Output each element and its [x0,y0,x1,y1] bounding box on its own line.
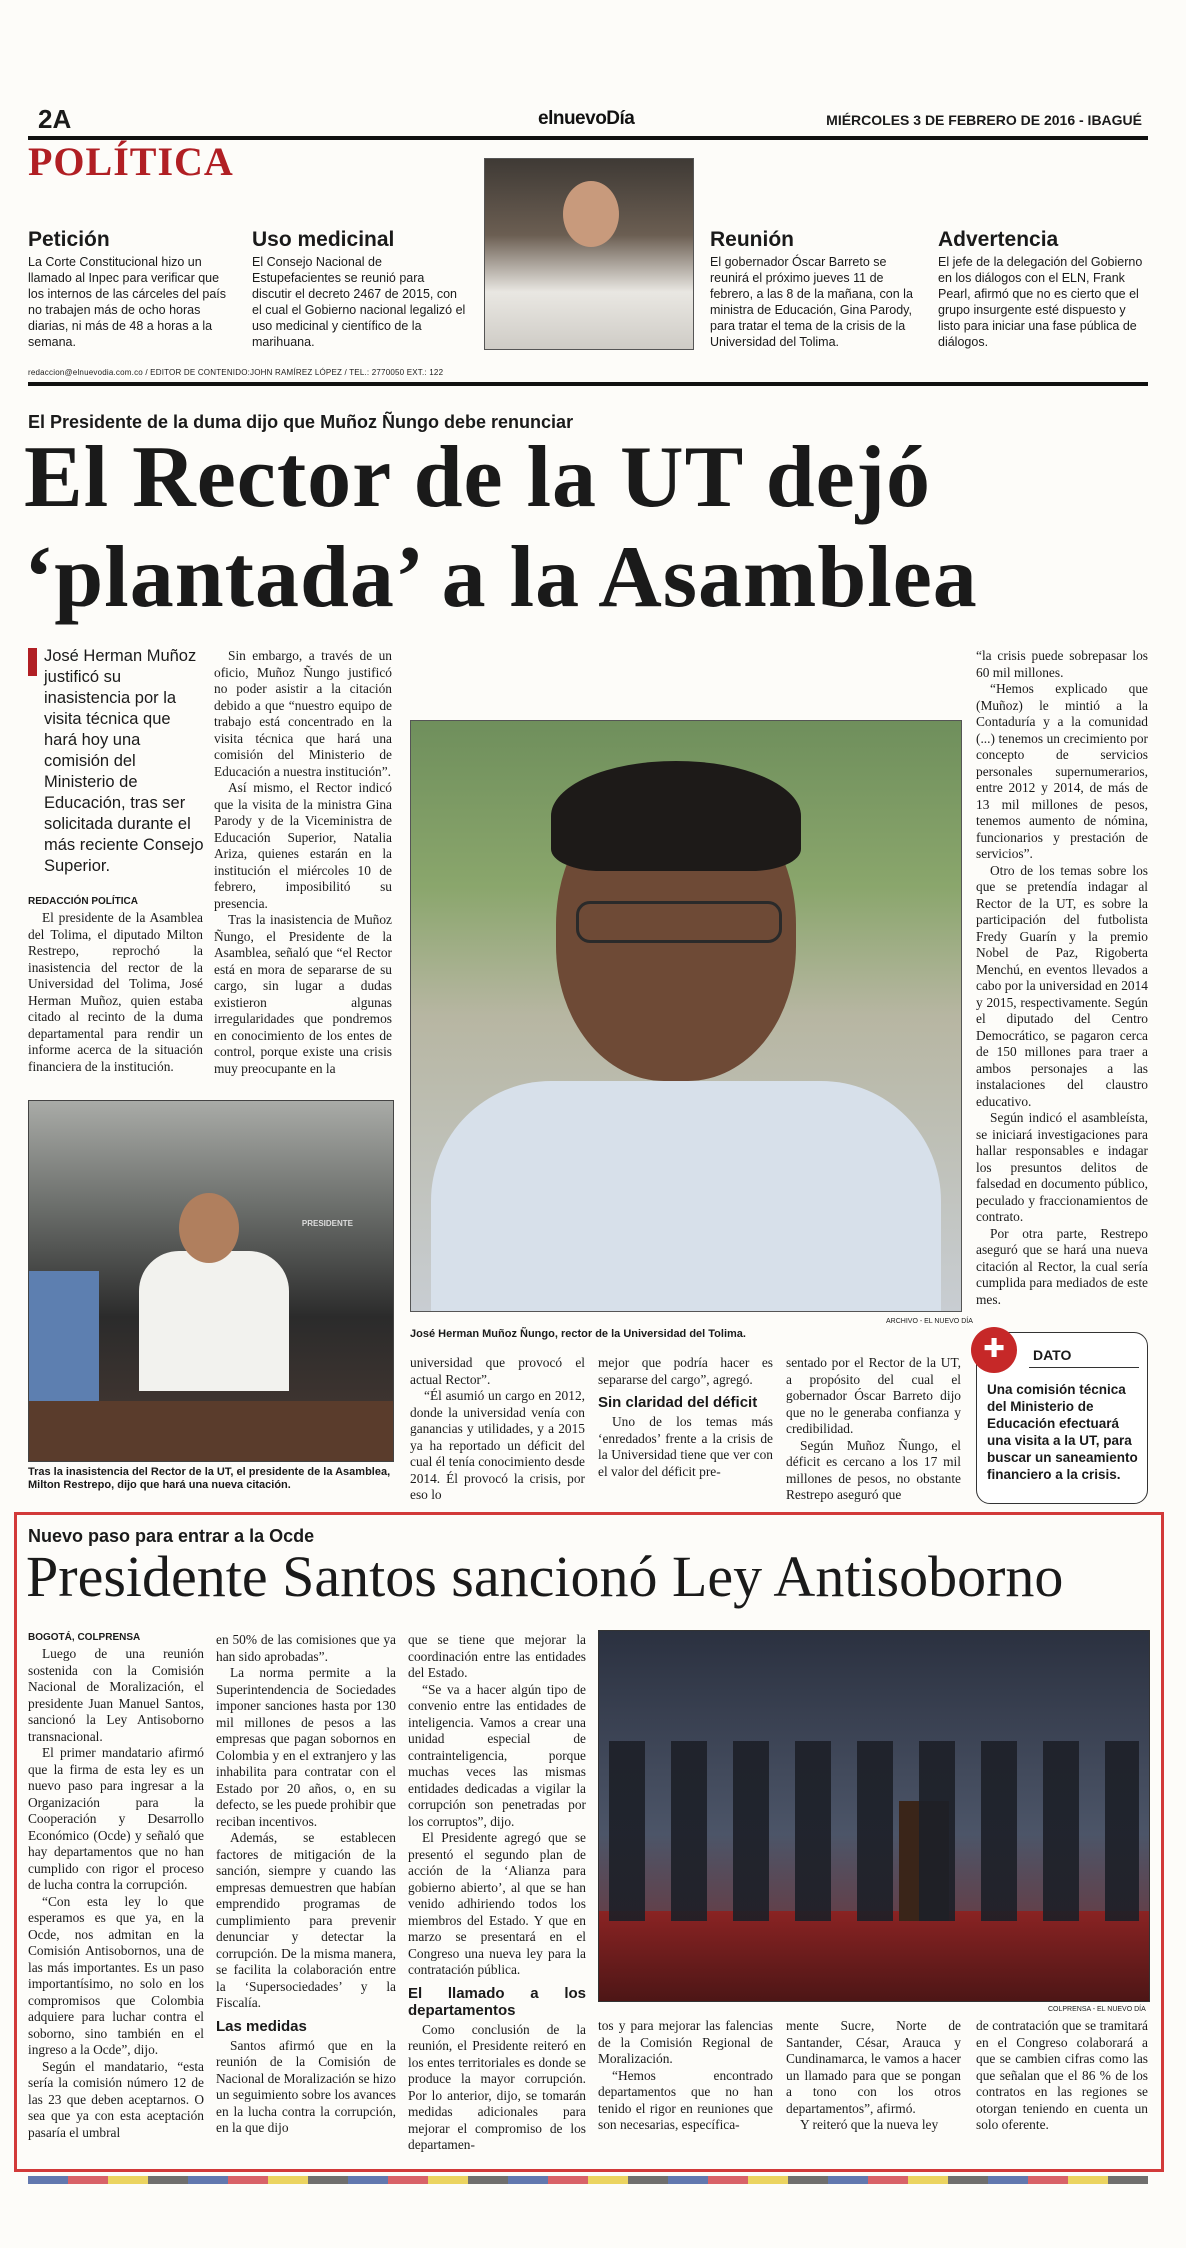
paragraph: de contratación que se tramitará en el Congreso colaborará a que se cambien cifras como las que señalan que el 86 % de los contratos en las regiones se otorgan teniendo en cuenta un solo oferente. [976,2018,1148,2132]
portrait-caption: José Herman Muñoz Ñungo, rector de la Universidad del Tolima. [410,1328,746,1340]
santos-col1 [28,1646,204,2156]
drop-marker [28,648,37,676]
paragraph: El presidente de la Asamblea del Tolima, el diputado Milton Restrepo, reprochó la inasistencia del rector de la Universidad del Tolima, José Herman Muñoz, quien estaba citado al recinto de la duma departamental para rendir un informe acerca de la situación financiera de la institución. [28,910,203,1074]
paragraph: Según Muñoz Ñungo, el déficit es cercano a los 17 mil millones de pesos, no obstante Restrepo aseguró que [786,1437,961,1502]
brief-advertencia [938,228,1146,350]
paragraph: mente Sucre, Norte de Santander, César, Arauca y Cundinamarca, le vamos a hacer un llamado para que se pongan a tono con los otros departamentos”, afirmó. [786,2018,961,2116]
newspaper-logo: elnuevoDía [538,108,635,129]
paragraph: Además, se establecen factores de mitigación de la sanción, siempre y cuando las empresas demuestren que habían emprendido programas de cumplimiento para prevenir denunciar y detectar la corrupción. De la misma manera, se facilita la colaboración entre la ‘Supersociedades’ y la Fiscalía. [216,1830,396,2010]
paragraph: Por otra parte, Restrepo aseguró que se hará una nueva citación al Rector, la cual sería cumplida para mediados de este mes. [976,1225,1148,1307]
paragraph: sentado por el Rector de la UT, a propósito del cual el gobernador Óscar Barreto dijo que no le generaba confianza y credibilidad. [786,1355,961,1436]
dato-icon: ✚ [971,1327,1017,1373]
dato-label: DATO [1033,1347,1072,1363]
paragraph: La norma permite a la Superintendencia de Sociedades imponer sanciones hasta por 130 mil millones de pesos a las empresas que pagan sobornos en Colombia y en el extranjero y las inhabilita para contratar con el Estado por 20 años, o, en su defecto, se les puede prohibir que reciban incentivos. [216,1665,396,1829]
paragraph: “Él asumió un cargo en 2012, donde la universidad venía con ganancias y utilidades, y a 2015 ya ha reportado un déficit del cual él tenía conocimiento desde 2014. Él provocó la crisis, por eso lo [410,1388,585,1502]
desk [29,1401,393,1461]
brief-uso-medicinal [252,228,467,350]
main-byline: REDACCIÓN POLÍTICA [28,896,138,907]
paragraph: El Presidente agregó que se presentó el segundo plan de acción de la ‘Alianza para gobierno abierto’, al que se han venido adhiriendo todos los miembros del Estado. Y que en marzo se presentará en el Congreso una nueva ley para la contratación pública. [408,1830,586,1977]
paragraph: El primer mandatario afirmó que la firma de esta ley es un nuevo paso para ingresar a la Organización para la Cooperación y Desarrollo Económico (Ocde) y señaló que hay departamentos que no han cumplido con rigor el proceso de lucha contra la corrupción. [28,1745,204,1892]
santos-photo-credit: COLPRENSA - EL NUEVO DÍA [1048,2006,1146,2013]
subhead-deficit: Sin claridad del déficit [598,1394,758,1411]
paragraph: “la crisis puede sobrepasar los 60 mil millones. [976,648,1148,680]
main-right-col [976,648,1148,1308]
santos-headline: Presidente Santos sancionó Ley Antisoborno [26,1544,1064,1609]
main-bottom-col-c [786,1355,961,1504]
portrait-credit: ARCHIVO - EL NUEVO DÍA [886,1318,973,1325]
brief-text: El Consejo Nacional de Estupefacientes se reunió para discutir el decreto 2467 de 2015, con el cual el Gobierno nacional legalizó el uso medicinal y científico de la marihuana. [252,255,466,349]
rector-portrait [410,720,962,1312]
brief-text: La Corte Constitucional hizo un llamado al Inpec para verificar que los internos de las cárceles del país no trabajen más de ocho horas diarias, ni más de 48 a horas a la semana. [28,255,227,349]
paragraph: “Con esta ley lo que esperamos es que ya, en la Ocde, nos admitan en la Comisión Antisobornos, una de las más importantes. Es un paso importantísimo, no solo en los compromisos que Colombia adquiere para luchar contra el soborno, sino también en el ingreso a la Ocde”, dijo. [28,1893,204,2057]
paragraph: que se tiene que mejorar la coordinación entre las entidades del Estado. [408,1632,586,1680]
brief-title: Advertencia [938,228,1059,251]
paragraph: Uno de los temas más ‘enredados’ frente a la crisis de la Universidad tiene que ver con el valor del déficit pre- [598,1414,773,1479]
paragraph: “Hemos explicado que (Muñoz) le mintió a la Contaduría y a la comunidad (...) tenemos un crecimiento por concepto de servicios personales supernumerarios, entre 2012 y 2014, de más de 13 mil millones de pesos, tenemos aumento de nómina, funcionarios y prestación de servicios”. [976,681,1148,861]
brief-title: Uso medicinal [252,228,395,251]
paragraph: Como conclusión de la reunión, el Presidente reiteró en los entes territoriales es donde se produce la mayor corrupción. Por lo anterior, dijo, se tomarán medidas adicionales para mejorar el compromiso de los departamen- [408,2021,586,2152]
dato-rule [1029,1367,1139,1368]
paragraph: Así mismo, el Rector indicó que la visita de la ministra Gina Parody y de la Viceministra de Educación Superior, Natalia Ariza, quienes estarán en la institución el miércoles 10 de febrero, imposibilitó su presencia. [214,780,392,911]
santos-col3 [408,1632,586,2160]
assembly-photo-caption: Tras la inasistencia del Rector de la UT, el presidente de la Asamblea, Milton Restrepo, dijo que hará una nueva citación. [28,1466,391,1491]
santos-kicker: Nuevo paso para entrar a la Ocde [28,1526,315,1546]
brief-text: El gobernador Óscar Barreto se reunirá el próximo jueves 11 de febrero, a las 8 de la mañana, con la ministra de Educación, Gina Parody, para tratar el tema de la crisis de la Universidad del Tolima. [710,255,913,349]
speaker-head [179,1193,239,1263]
paragraph: Santos afirmó que en la reunión de la Comisión de Nacional de Moralización se hizo un seguimiento sobre los avances en la lucha contra la corrupción, en la que dijo [216,2037,396,2135]
main-col1 [28,910,203,1075]
santos-bottom-b [786,2018,961,2134]
face-shape [563,181,619,247]
contact-line: redaccion@elnuevodia.com.co / EDITOR DE CONTENIDO:JOHN RAMÍREZ LÓPEZ / TEL.: 2770050 EXT.: 122 [28,368,444,377]
brief-text: El jefe de la delegación del Gobierno en los diálogos con el ELN, Frank Pearl, afirmó que no es cierto que el grupo insurgente esté dispuesto y listo para iniciar una fase pública de diálogos. [938,255,1143,349]
page-header [28,104,1148,140]
paragraph: universidad que provocó el actual Rector”. [410,1355,585,1387]
santos-bottom-a [598,2018,773,2134]
portrait-shirt [431,1081,941,1312]
paragraph: Y reiteró que la nueva ley [800,2117,939,2132]
brief-photo-politician [484,158,694,350]
paragraph: “Hemos encontrado departamentos que no han tenido el rigor en reuniones que son necesarias, específica- [598,2067,773,2132]
brief-reunion [710,228,925,350]
portrait-hair [551,761,801,871]
speaker-shirt [139,1251,289,1391]
header-divider [28,382,1148,386]
page-number: 2A [38,104,72,134]
assembly-photo [28,1100,394,1462]
officials-group [609,1741,1139,1921]
subhead-medidas: Las medidas [216,2017,307,2035]
santos-bottom-c [976,2018,1148,2134]
left-person [29,1271,99,1411]
brief-title: Petición [28,228,110,251]
paragraph: en 50% de las comisiones que ya han sido aprobadas”. [216,1632,396,1664]
main-headline-line2: ‘plantada’ a la Asamblea [24,529,978,626]
main-bottom-col-a [410,1355,585,1504]
paragraph: Tras la inasistencia de Muñoz Ñungo, el Presidente de la Asamblea, señaló que “el Rector está en mora de separarse de su cargo, sin lugar a dudas existieron algunas irregularidades que pondremos en conocimiento de los entes de control, porque existe una crisis muy preocupante en la [214,912,392,1076]
paragraph: Luego de una reunión sostenida con la Comisión Nacional de Moralización, el presidente Juan Manuel Santos, sancionó la Ley Antisoborno transnacional. [28,1646,204,1744]
brief-title: Reunión [710,228,794,251]
paragraph: “Se va a hacer algún tipo de convenio entre las entidades de inteligencia. Vamos a crear una unidad especial de contrainteligencia, porque muchas veces las mismas entidades dedicadas a vigilar la corrupción son penetradas por los corruptos”, dijo. [408,1681,586,1829]
main-headline-line1: El Rector de la UT dejó [24,429,931,526]
main-lead: José Herman Muñoz justificó su inasistencia por la visita técnica que hará hoy una comisión del Ministerio de Educación, tras ser solicitada durante el más reciente Consejo Superior. [44,647,204,875]
main-kicker: El Presidente de la duma dijo que Muñoz Ñungo debe renunciar [28,412,574,432]
stage-floor [599,1911,1149,2001]
santos-photo [598,1630,1150,2002]
dato-text: Una comisión técnica del Ministerio de Educación efectuará una visita a la UT, para buscar un saneamiento financiero a la crisis. [987,1382,1138,1482]
nameplate: PRESIDENTE [301,1219,353,1228]
paragraph: Sin embargo, a través de un oficio, Muñoz Ñungo justificó no poder asistir a la citación debido a que “nuestro equipo de trabajo está concentrado en la visita técnica que hará una comisión del Ministerio de Educación a nuestra institución”. [214,648,392,779]
santos-col2 [216,1632,396,2160]
paragraph: Según el mandatario, “esta sería la comisión número 12 de las 23 que deben aceptarnos. O sea que ya con esta aceptación pasaría el umbral [28,2058,204,2140]
dato-box [976,1332,1148,1504]
section-title: POLÍTICA [28,139,234,184]
paragraph: mejor que podría hacer es separarse del cargo”, agregó. [598,1355,773,1387]
registration-bar [28,2176,1148,2184]
main-col2 [214,648,392,1093]
brief-peticion [28,228,238,350]
paragraph: Otro de los temas sobre los que se pretendía indagar al Rector de la UT, es sobre la participación del futbolista Fredy Guarín y la premio Nobel de Paz, Rigoberta Menchú, en eventos llevados a cabo por la universidad en 2014 y 2015, respectivamente. Según el diputado del Centro Democrático, se pagaron cerca de 150 millones para traer a ambos personajes a las instalaciones del claustro educativo. [976,862,1148,1109]
santos-byline: BOGOTÁ, COLPRENSA [28,1632,141,1643]
subhead-llamado: El llamado a los departamentos [408,1984,586,2019]
portrait-glasses [576,901,782,943]
main-bottom-col-b [598,1355,773,1480]
paragraph: tos y para mejorar las falencias de la Comisión Regional de Moralización. [598,2018,773,2066]
page-date: MIÉRCOLES 3 DE FEBRERO DE 2016 - IBAGUÉ [826,112,1142,128]
paragraph: Según indicó el asambleísta, se iniciará investigaciones para hallar responsables e indagar los presuntos delitos de falsedad en documento público, peculado y fraccionamientos de contrato. [976,1110,1148,1224]
